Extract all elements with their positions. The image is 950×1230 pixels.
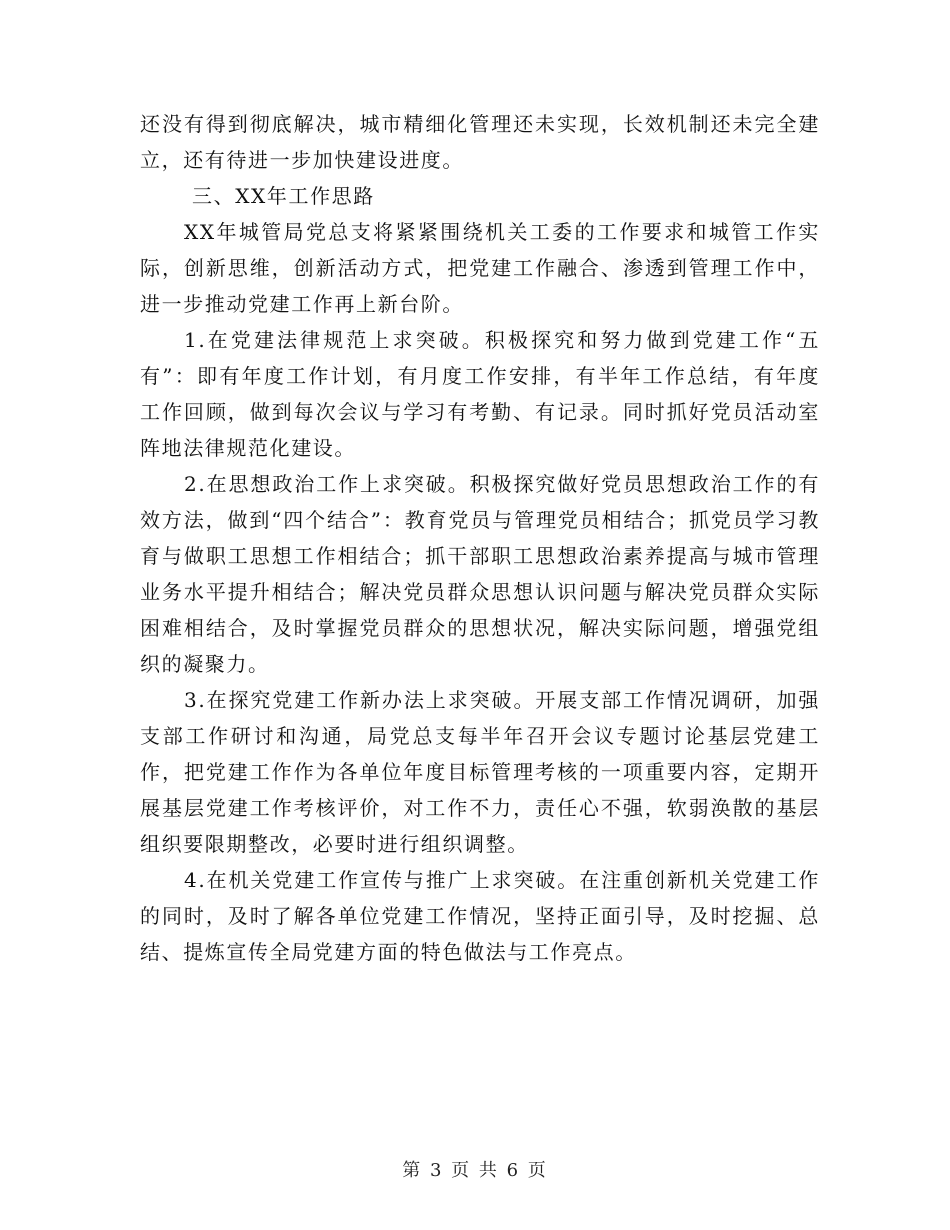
paragraph-item-3: 3.在探究党建工作新办法上求突破。开展支部工作情况调研，加强支部工作研讨和沟通，局党总支每半年召开会议专题讨论基层党建工作，把党建工作作为各单位年度目标管理考核的一项重要内容，定期开展基层党建工作考核评价，对工作不力，责任心不强，软弱涣散的基层组织要限期整改，必要时进行组织调整。 xyxy=(140,688,820,856)
paragraph-item-1: 1.在党建法律规范上求突破。积极探究和努力做到党建工作“五有”：即有年度工作计划，有月度工作安排，有半年工作总结，有年度工作回顾，做到每次会议与学习有考勤、有记录。同时抓好党员活动室阵地法律规范化建设。 xyxy=(140,328,820,460)
paragraph-item-4: 4.在机关党建工作宣传与推广上求突破。在注重创新机关党建工作的同时，及时了解各单位党建工作情况，坚持正面引导，及时挖掘、总结、提炼宣传全局党建方面的特色做法与工作亮点。 xyxy=(140,868,820,964)
document-body xyxy=(140,106,820,970)
paragraph-intro: XX年城管局党总支将紧紧围绕机关工委的工作要求和城管工作实际，创新思维，创新活动方式，把党建工作融合、渗透到管理工作中，进一步推动党建工作再上新台阶。 xyxy=(140,220,820,316)
paragraph-continuation: 还没有得到彻底解决，城市精细化管理还未实现，长效机制还未完全建立，还有待进一步加快建设进度。 xyxy=(140,112,820,172)
page-number-footer: 第 3 页 共 6 页 xyxy=(402,1160,548,1181)
section-heading: 三、XX年工作思路 xyxy=(192,184,375,208)
paragraph-item-2: 2.在思想政治工作上求突破。积极探究做好党员思想政治工作的有效方法，做到“四个结合”：教育党员与管理党员相结合；抓党员学习教育与做职工思想工作相结合；抓干部职工思想政治素养提高与城市管理业务水平提升相结合；解决党员群众思想认识问题与解决党员群众实际困难相结合，及时掌握党员群众的思想状况，解决实际问题，增强党组织的凝聚力。 xyxy=(140,472,820,676)
